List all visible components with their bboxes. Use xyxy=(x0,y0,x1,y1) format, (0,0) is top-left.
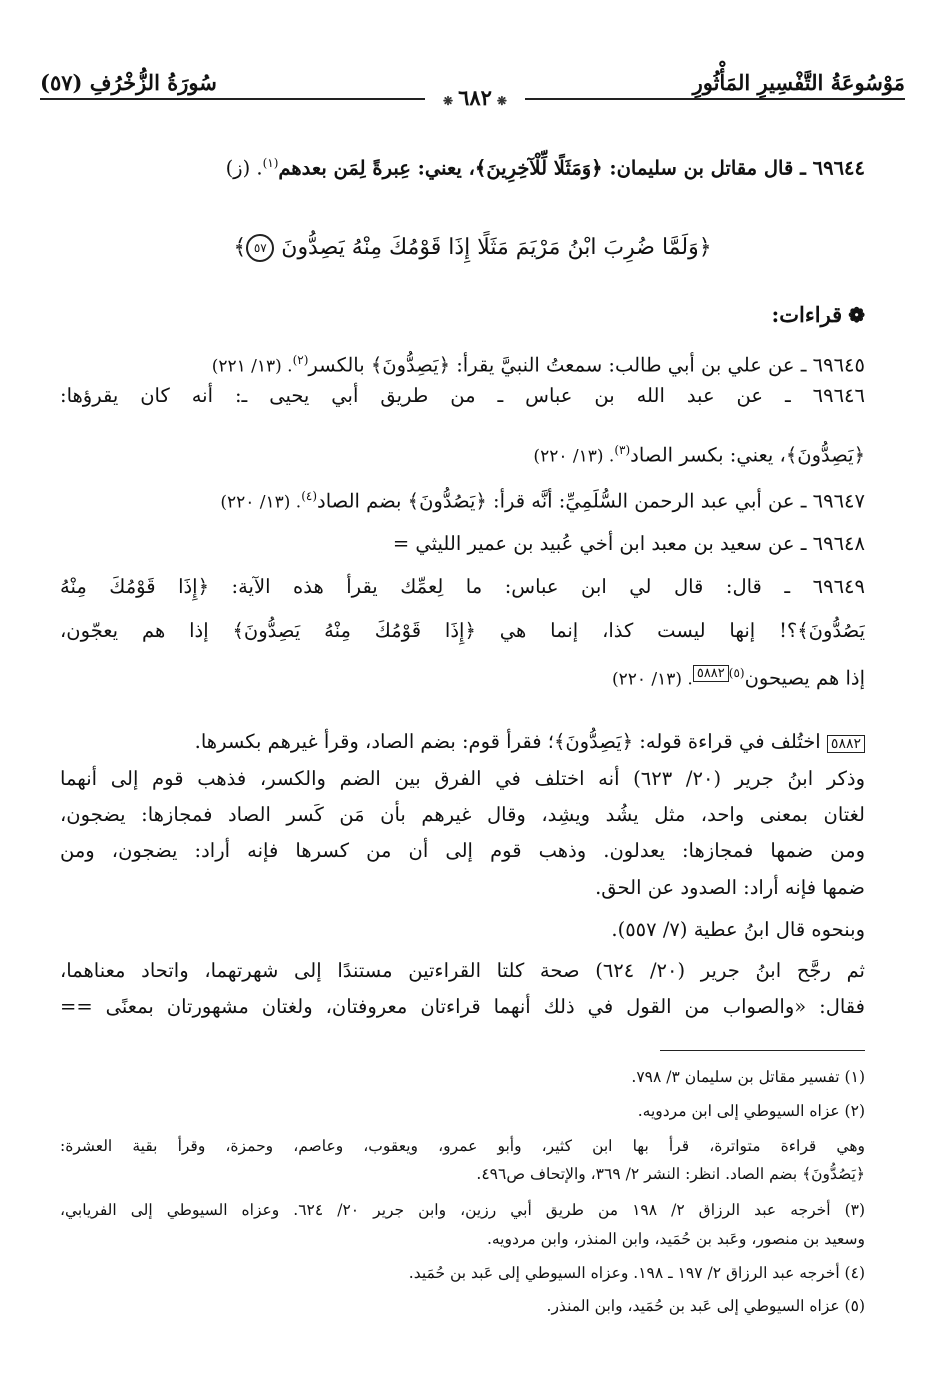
narration-69645: ٦٩٦٤٥ ـ عن علي بن أبي طالب: سمعتُ النبيَّ يقرأ: ﴿يَصِدُّونَ﴾ بالكسر$^{(٢)}$. (١٣/ ٢٢١) xyxy=(211,353,865,377)
ornament-icon: ❋ xyxy=(443,94,454,108)
narration-69649-cont: يَصُدُّونَ﴾؟! إنها ليست كذا، إنما هي ﴿إِذَا قَوْمُكَ مِنْهُ يَصِدُّونَ﴾ إذا هم يعجّون، xyxy=(60,619,865,642)
footnote-5: (٥) عزاه السيوطي إلى عَبد بن حُمَيد، وابن المنذر. xyxy=(546,1297,865,1315)
commentary-line: وبنحوه قال ابنُ عطية (٧/ ٥٥٧). xyxy=(611,918,865,941)
section-heading: ❁قراءات: xyxy=(771,302,865,327)
page-number-box xyxy=(425,84,525,115)
narration-69644: ٦٩٦٤٤ ـ قال مقاتل بن سليمان: ﴿وَمَثَلًا لِّلْآخِرِينَ﴾، يعني: عِبرةً لِمَن بعدهم$^{(١)}$. (ز) xyxy=(225,156,865,180)
page-header xyxy=(40,66,905,116)
commentary-line: فقال: «والصواب من القول في ذلك أنهما قراءتان معروفتان، ولغتان مشهورتان بمعنًى == xyxy=(60,995,865,1018)
footnote-1: (١) تفسير مقاتل بن سليمان ٣/ ٧٩٨. xyxy=(631,1068,865,1086)
commentary-line: ضمها فإنه أراد: الصدود عن الحق. xyxy=(595,876,865,899)
book-title: مَوْسُوعَةُ التَّفْسِيرِ المَأْثُورِ xyxy=(692,70,905,95)
source-ref: . (١٣/ ٢٢٠) xyxy=(611,669,693,690)
surah-name: سُورَةُ الزُّخْرُفِ xyxy=(89,70,217,95)
commentary-line: ثم رجَّح ابنُ جرير (٢٠/ ٦٢٤) صحة كلتا القراءتين مستندًا إلى شهرتهما، واتحاد معناهما، xyxy=(60,959,865,982)
commentary-line: ٥٨٨٢ اختُلف في قراءة قوله: ﴿يَصِدُّونَ﴾؛ فقرأ قوم: بضم الصاد، وقرأ غيرهم بكسرها. xyxy=(60,725,865,761)
footnote-3: (٣) أخرجه عبد الرزاق ٢/ ١٩٨ من طريق أبي رزين، وابن جرير ٢٠/ ٦٢٤. وعزاه السيوطي إلى الفريابي، xyxy=(60,1201,865,1219)
footnote-marker[interactable]: (٥) xyxy=(728,666,745,680)
footnote-marker[interactable]: (١) xyxy=(262,156,279,170)
commentary-line: وذكر ابنُ جرير (٢٠/ ٦٢٣) أنه اختلف في الفرق بين الضم والكسر، فذهب قوم إلى أنهما xyxy=(60,767,865,790)
commentary-line: ومن ضمها فمجازها: يعدلون. وذهب قوم إلى أن من كسرها فإنه أراد: يضجون، ومن xyxy=(60,839,865,862)
narration-69646-cont: ﴿يَصِدُّونَ﴾، يعني: بكسر الصاد$^{(٣)}$. (١٣/ ٢٢٠) xyxy=(533,443,865,467)
source-ref: . (١٣/ ٢٢٠) xyxy=(533,446,615,467)
footnote-marker[interactable]: (٤) xyxy=(301,489,318,503)
footnote-marker[interactable]: (٢) xyxy=(292,353,309,367)
footnote-divider xyxy=(660,1050,865,1051)
narration-69646: ٦٩٦٤٦ ـ عن عبد الله بن عباس ـ من طريق أبي يحيى ـ: أنه كان يقرؤها: xyxy=(60,384,865,407)
ayah-number-icon: ٥٧ xyxy=(246,234,274,262)
commentary-line: لغتان بمعنى واحد، مثل يشُد ويشِد، وقال غيرهم بأن مَن كَسر الصاد فمجازها: يضجون، xyxy=(60,803,865,826)
quran-verse: ﴿وَلَمَّا ضُرِبَ ابْنُ مَرْيَمَ مَثَلًا إِذَا قَوْمُكَ مِنْهُ يَصِدُّونَ ٥٧﴾ xyxy=(233,235,712,260)
narration-69649-end: إذا هم يصيحون$^{(٥)٥٨٨٢}$. (١٣/ ٢٢٠) xyxy=(611,666,865,690)
commentary-ref-box[interactable]: ٥٨٨٢ xyxy=(693,665,729,682)
ornament-icon: ❋ xyxy=(496,94,507,108)
page-number: ٦٨٢ xyxy=(458,85,492,110)
footnote-2-cont: ﴿يَصُدُّونَ﴾ بضم الصاد. انظر: النشر ٢/ ٣٦٩، والإتحاف ص٤٩٦. xyxy=(476,1165,865,1183)
footnote-marker[interactable]: (٣) xyxy=(614,443,631,457)
source-ref: . (١٣/ ٢٢٠) xyxy=(220,492,302,513)
flower-icon: ❁ xyxy=(848,303,865,327)
narration-69649: ٦٩٦٤٩ ـ قال: قال لي ابن عباس: ما لِعمِّك يقرأ هذه الآية: ﴿إِذَا قَوْمُكَ مِنْهُ xyxy=(60,575,865,598)
footnote-2: (٢) عزاه السيوطي إلى ابن مردويه. xyxy=(637,1102,865,1120)
footnote-3-cont: وسعيد بن منصور، وعَبد بن حُمَيد، وابن المنذر، وابن مردويه. xyxy=(486,1230,865,1248)
narration-69648: ٦٩٦٤٨ ـ عن سعيد بن معبد ابن أخي عُبيد بن عمير الليثي = xyxy=(392,532,865,555)
source-ref: . (١٣/ ٢٢١) xyxy=(211,356,293,377)
commentary-number-box: ٥٨٨٢ xyxy=(827,735,865,753)
footnote-2-cont: وهي قراءة متواترة، قرأ بها ابن كثير، وأبو عمرو، ويعقوب، وعاصم، وحمزة، وقرأ بقية العشرة: xyxy=(60,1137,865,1155)
footnote-4: (٤) أخرجه عبد الرزاق ٢/ ١٩٧ ـ ١٩٨. وعزاه السيوطي إلى عَبد بن حُمَيد. xyxy=(408,1264,865,1282)
surah-label xyxy=(40,70,217,95)
narration-69647: ٦٩٦٤٧ ـ عن أبي عبد الرحمن السُّلَمِيِّ: أنَّه قرأ: ﴿يَصُدُّونَ﴾ بضم الصاد$^{(٤)}$. (١٣/ ٢٢٠) xyxy=(220,489,865,513)
verse-ref: (٥٧) xyxy=(40,70,83,95)
